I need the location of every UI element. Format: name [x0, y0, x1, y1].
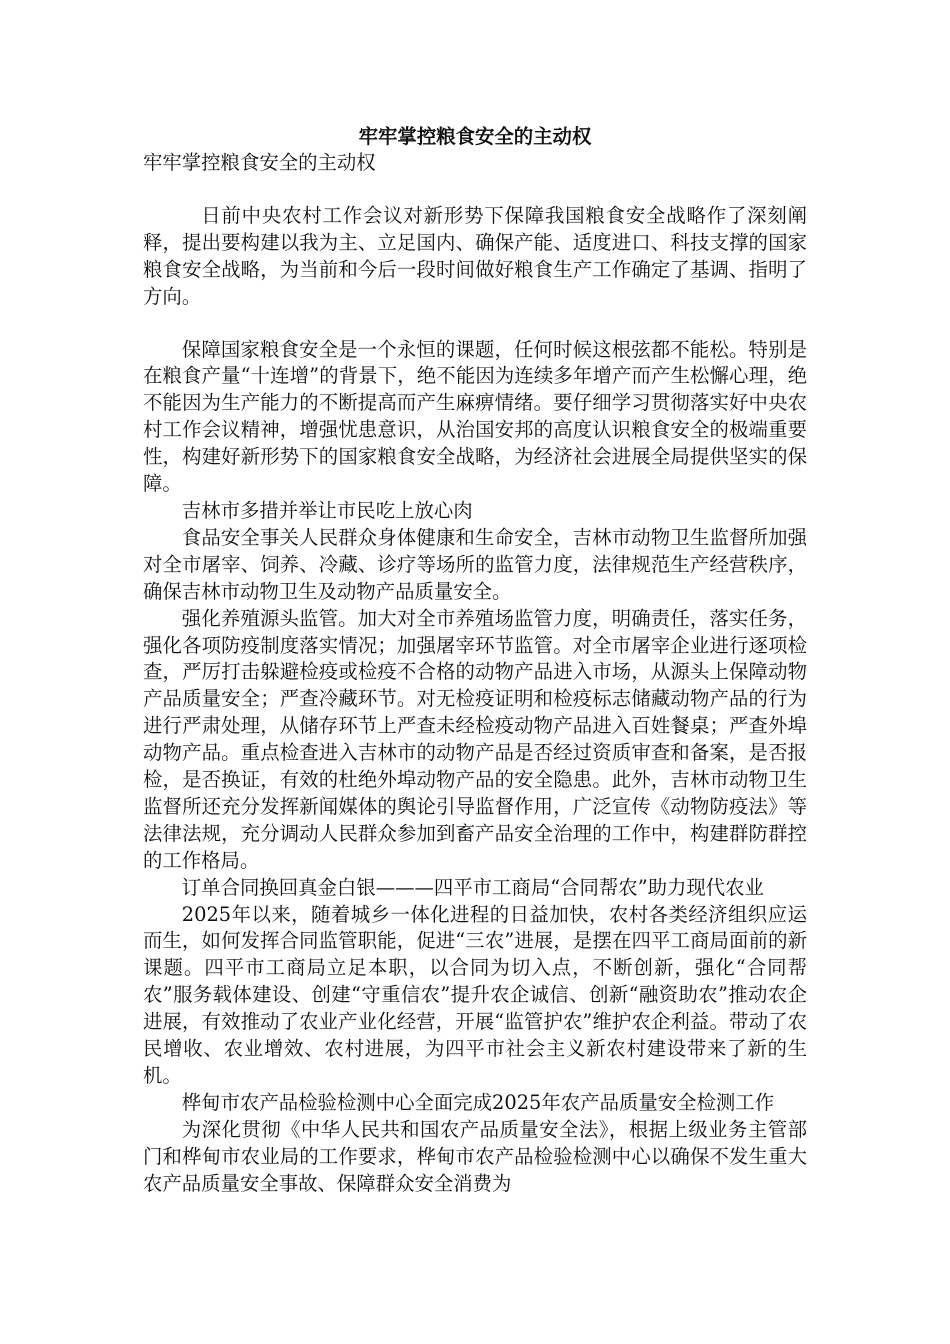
- section-heading: 吉林市多措并举让市民吃上放心肉: [181, 498, 473, 522]
- paragraph: 保障国家粮食安全是一个永恒的课题，任何时候这根弦都不能松。特别是在粮食产量“十连增”的背景下，绝不能因为连续多年增产而产生松懈心理，绝不能因为生产能力的不断提高而产生麻痹情绪。要仔细学习贯彻落实好中央农村工作会议精神，增强忧患意识，从治国安邦的高度认识粮食安全的极端重要性，构建好新形势下的国家粮食安全战略，为经济社会进展全局提供坚实的保障。: [143, 337, 807, 496]
- spacer: [143, 177, 807, 203]
- document-page: [143, 123, 807, 1198]
- spacer: [143, 311, 807, 337]
- paragraph: 为深化贯彻《中华人民共和国农产品质量安全法》，根据上级业务主管部门和桦甸市农业局的工作要求，桦甸市农产品检验检测中心以确保不发生重大农产品质量安全事故、保障群众安全消费为: [143, 1117, 807, 1195]
- paragraph-intro: 日前中央农村工作会议对新形势下保障我国粮食安全战略作了深刻阐释，提出要构建以我为主、立足国内、确保产能、适度进口、科技支撑的国家粮食安全战略，为当前和今后一段时间做好粮食生产工作确定了基调、指明了方向。: [143, 203, 807, 308]
- document-subtitle: 牢牢掌控粮食安全的主动权: [143, 151, 376, 174]
- paragraph: 食品安全事关人民群众身体健康和生命安全，吉林市动物卫生监督所加强对全市屠宰、饲养、冷藏、诊疗等场所的监管力度，法律规范生产经营秩序，确保吉林市动物卫生及动物产品质量安全。: [143, 525, 807, 603]
- section-heading: 订单合同换回真金白银———四平市工商局“合同帮农”助力现代农业: [181, 875, 764, 899]
- document-title: 牢牢掌控粮食安全的主动权: [358, 125, 592, 148]
- section-heading: 桦甸市农产品检验检测中心全面完成2025年农产品质量安全检测工作: [181, 1090, 775, 1114]
- paragraph: 强化养殖源头监管。加大对全市养殖场监管力度，明确责任，落实任务，强化各项防疫制度落实情况；加强屠宰环节监管。对全市屠宰企业进行逐项检查，严厉打击躲避检疫或检疫不合格的动物产品进入市场，从源头上保障动物产品质量安全；严查冷藏环节。对无检疫证明和检疫标志储藏动物产品的行为进行严肃处理，从储存环节上严查未经检疫动物产品进入百姓餐桌；严查外埠动物产品。重点检查进入吉林市的动物产品是否经过资质审查和备案，是否报检，是否换证，有效的杜绝外埠动物产品的安全隐患。此外，吉林市动物卫生监督所还充分发挥新闻媒体的舆论引导监督作用，广泛宣传《动物防疫法》等法律法规，充分调动人民群众参加到畜产品安全治理的工作中，构建群防群控的工作格局。: [143, 606, 807, 872]
- paragraph: 2025年以来，随着城乡一体化进程的日益加快，农村各类经济组织应运而生，如何发挥合同监管职能，促进“三农”进展，是摆在四平工商局面前的新课题。四平市工商局立足本职，以合同为切入点，不断创新，强化“合同帮农”服务载体建设、创建“守重信农”提升农企诚信、创新“融资助农”推动农企进展，有效推动了农业产业化经营，开展“监管护农”维护农企利益。带动了农民增收、农业增效、农村进展，为四平市社会主义新农村建设带来了新的生机。: [143, 902, 807, 1087]
